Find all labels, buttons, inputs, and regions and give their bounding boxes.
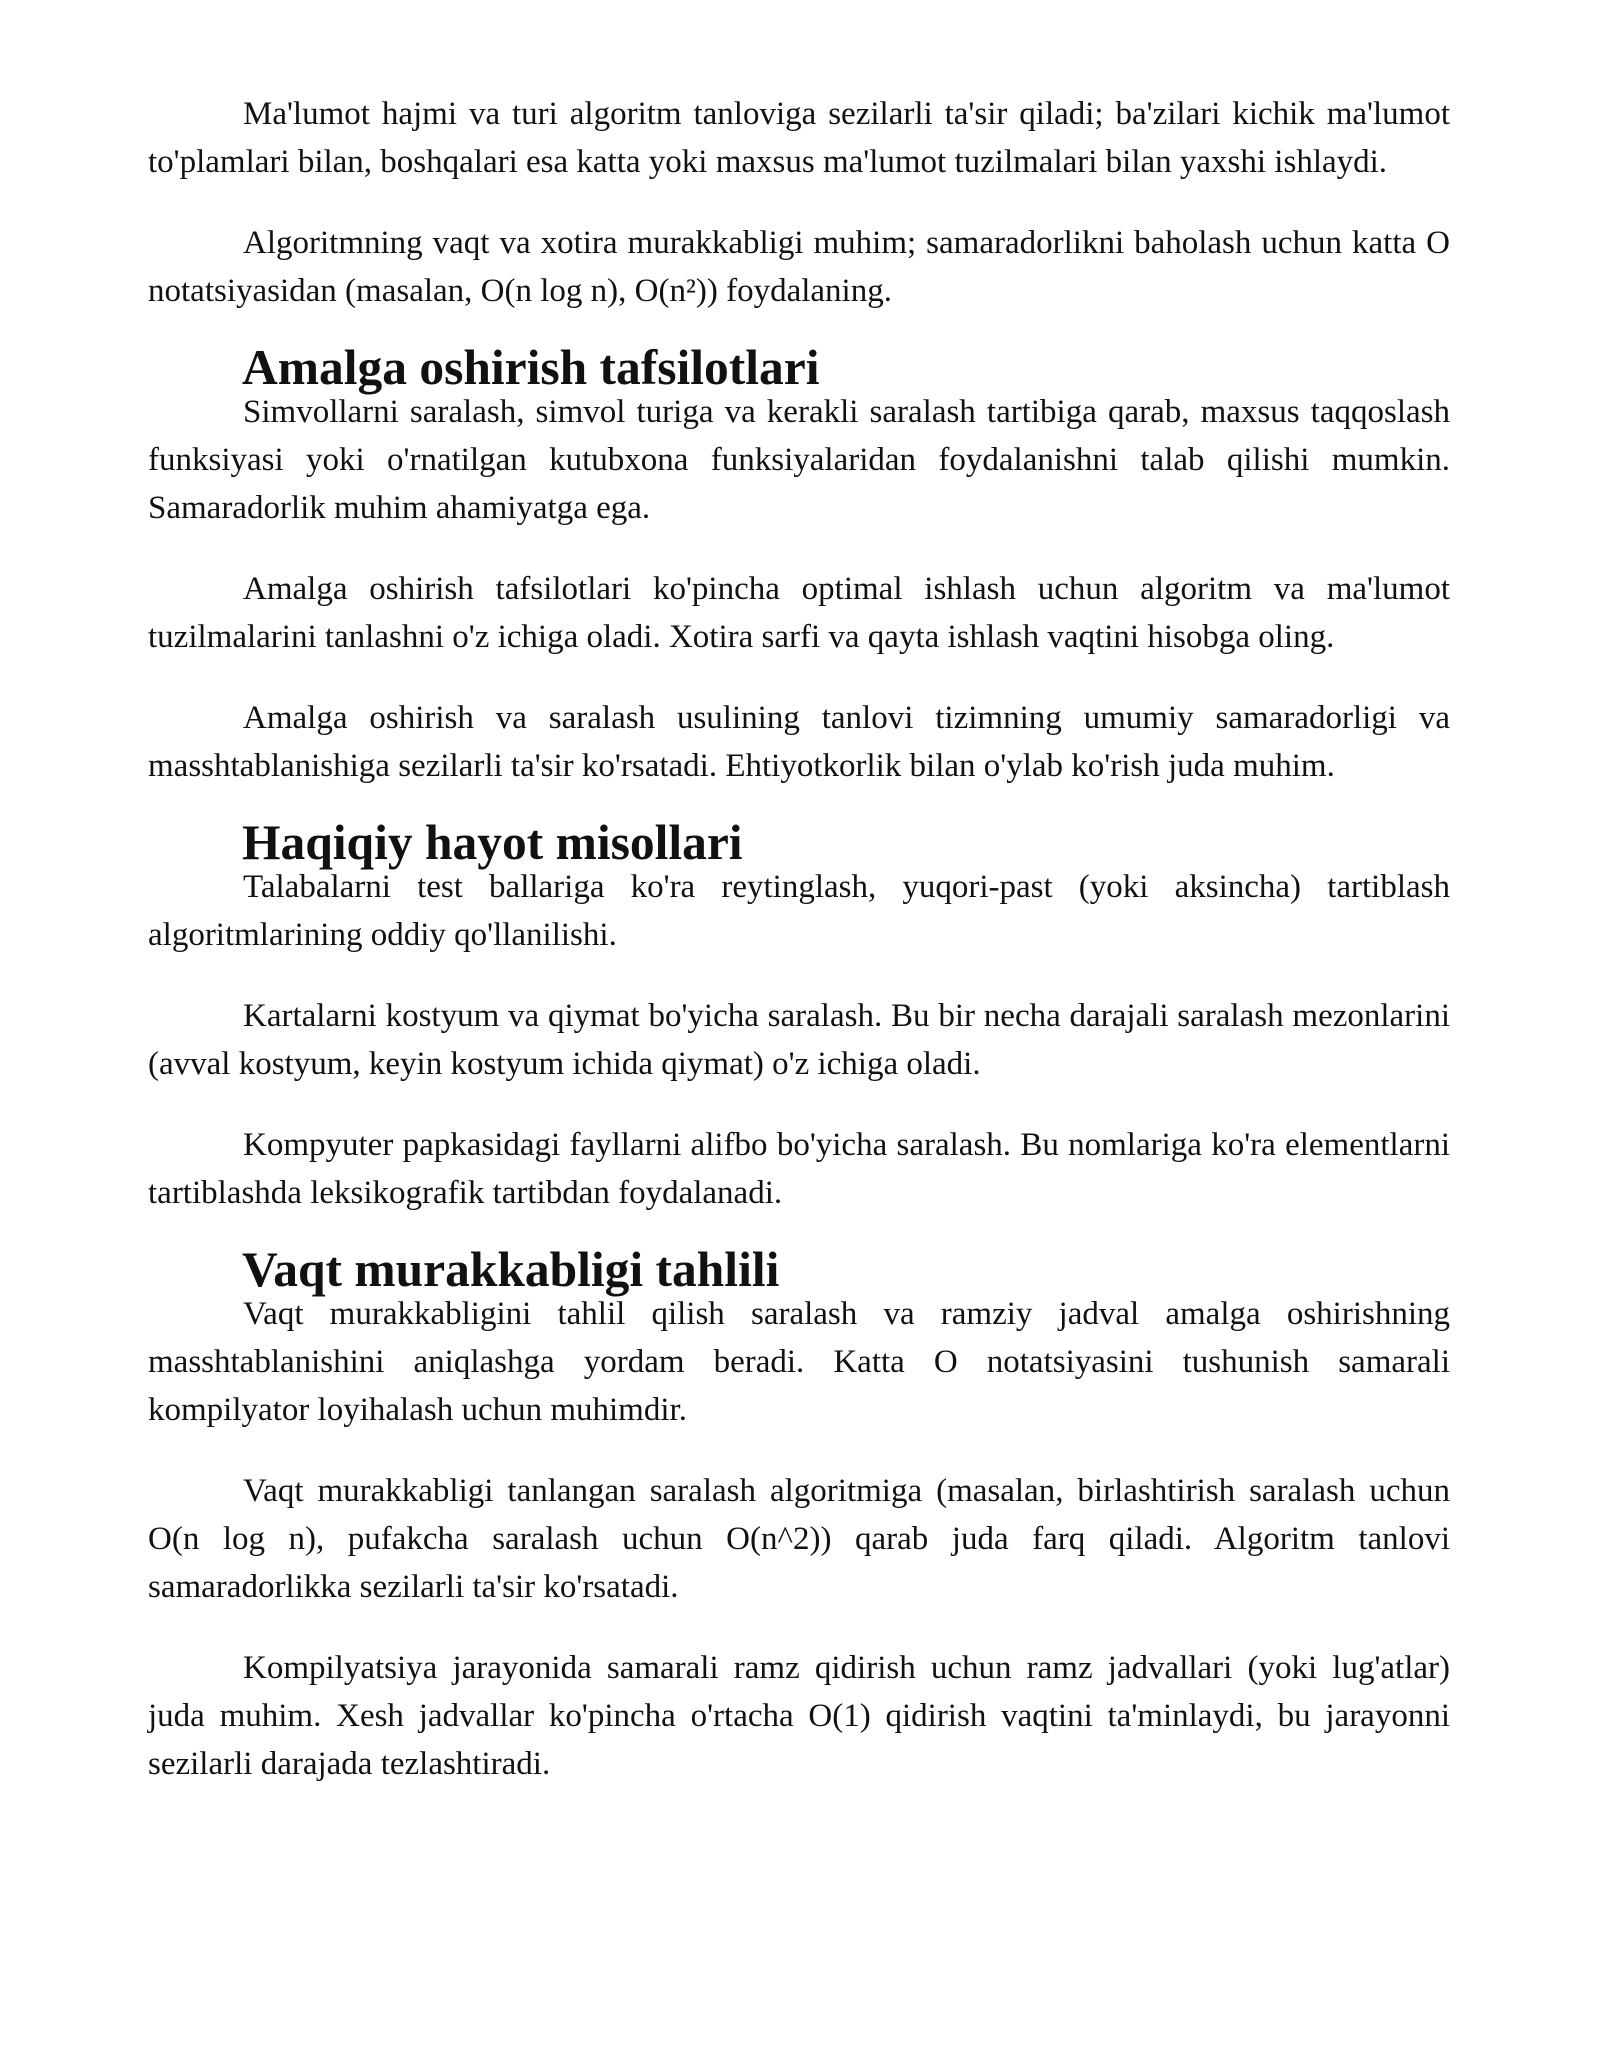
paragraph: Ma'lumot hajmi va turi algoritm tanloviga sezilarli ta'sir qiladi; ba'zilari kichik ma'lumot to'plamlari bilan, boshqalari esa katta yoki maxsus ma'lumot tuzilmalari bilan yaxshi ishlaydi.	[148, 96, 1450, 180]
paragraph: Simvollarni saralash, simvol turiga va kerakli saralash tartibiga qarab, maxsus taqqoslash funksiyasi yoki o'rnatilgan kutubxona funksiyalaridan foydalanishni talab qilishi mumkin. Samaradorlik muhim ahamiyatga ega.	[148, 394, 1450, 526]
section-heading: Amalga oshirish tafsilotlari	[242, 340, 820, 395]
paragraph: Talabalarni test ballariga ko'ra reytinglash, yuqori-past (yoki aksincha) tartiblash algoritmlarining oddiy qo'llanilishi.	[148, 869, 1450, 953]
paragraph: Algoritmning vaqt va xotira murakkabligi muhim; samaradorlikni baholash uchun katta O notatsiyasidan (masalan, O(n log n), O(n²)) foydalaning.	[148, 225, 1450, 309]
paragraph: Amalga oshirish tafsilotlari ko'pincha optimal ishlash uchun algoritm va ma'lumot tuzilmalarini tanlashni o'z ichiga oladi. Xotira sarfi va qayta ishlash vaqtini hisobga oling.	[148, 571, 1450, 655]
section-time-complexity	[148, 1242, 1450, 1788]
paragraph: Kompyuter papkasidagi fayllarni alifbo bo'yicha saralash. Bu nomlariga ko'ra elementlarni tartiblashda leksikografik tartibdan foydalanadi.	[148, 1127, 1450, 1211]
paragraph: Kartalarni kostyum va qiymat bo'yicha saralash. Bu bir necha darajali saralash mezonlarini (avval kostyum, keyin kostyum ichida qiymat) o'z ichiga oladi.	[148, 998, 1450, 1082]
paragraph: Vaqt murakkabligini tahlil qilish saralash va ramziy jadval amalga oshirishning masshtablanishini aniqlashga yordam beradi. Katta O notatsiyasini tushunish samarali kompilyator loyihalash uchun muhimdir.	[148, 1296, 1450, 1428]
paragraph: Kompilyatsiya jarayonida samarali ramz qidirish uchun ramz jadvallari (yoki lug'atlar) juda muhim. Xesh jadvallar ko'pincha o'rtacha O(1) qidirish vaqtini ta'minlaydi, bu jarayonni sezilarli darajada tezlashtiradi.	[148, 1650, 1450, 1782]
section-heading: Haqiqiy hayot misollari	[242, 815, 743, 870]
paragraph: Amalga oshirish va saralash usulining tanlovi tizimning umumiy samaradorligi va masshtablanishiga sezilarli ta'sir ko'rsatadi. Ehtiyotkorlik bilan o'ylab ko'rish juda muhim.	[148, 700, 1450, 784]
section-implementation-details	[148, 340, 1450, 790]
document-page	[148, 90, 1450, 1821]
section-real-life-examples	[148, 815, 1450, 1217]
paragraph: Vaqt murakkabligi tanlangan saralash algoritmiga (masalan, birlashtirish saralash uchun O(n log n), pufakcha saralash uchun O(n^2)) qarab juda farq qiladi. Algoritm tanlovi samaradorlikka sezilarli ta'sir ko'rsatadi.	[148, 1473, 1450, 1605]
section-heading: Vaqt murakkabligi tahlili	[242, 1242, 780, 1297]
